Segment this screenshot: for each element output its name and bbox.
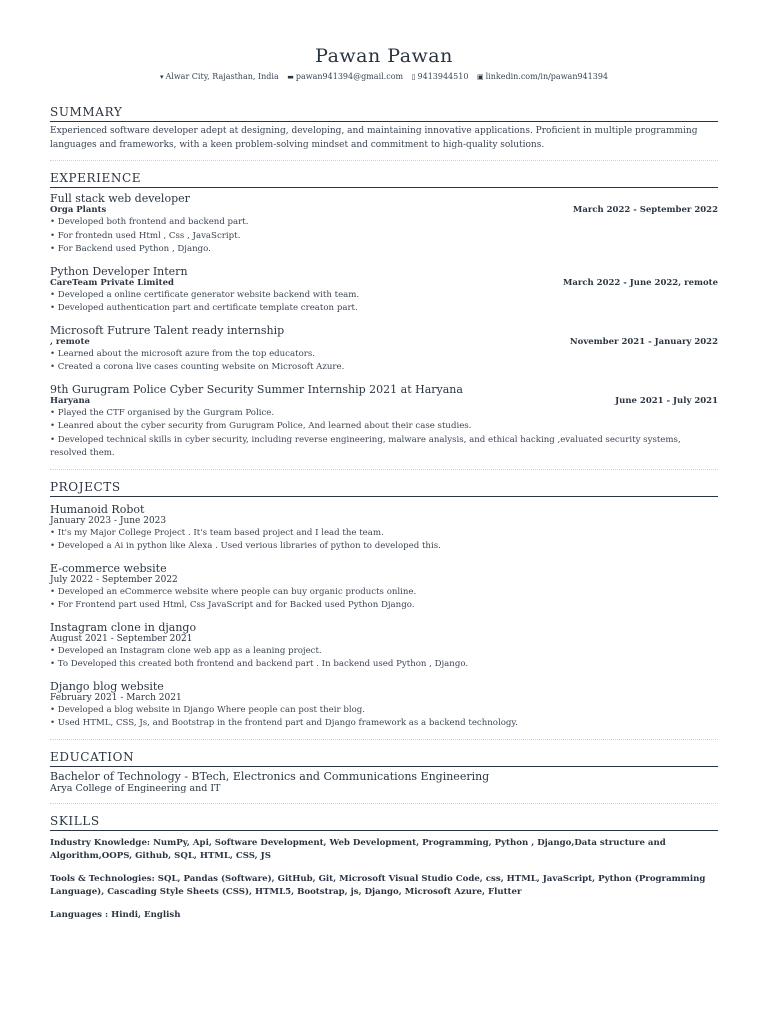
job-dates: March 2022 - September 2022 (572, 205, 718, 215)
job-title: 9th Gurugram Police Cyber Security Summer Internship 2021 at Haryana (50, 382, 463, 396)
location-pin-icon: ▾ (159, 73, 164, 81)
contact-linkedin[interactable] (477, 71, 608, 83)
project-bullet: • Developed an Instagram clone web app as a leaning project. (50, 645, 322, 656)
degree-title: Bachelor of Technology - BTech, Electronics and Communications Engineering (50, 769, 490, 783)
project-name: Instagram clone in django (50, 620, 197, 634)
section-heading-experience: EXPERIENCE (50, 171, 718, 188)
phone-icon: ▯ (411, 73, 416, 81)
project-bullet: • For Frontend part used Html, Css JavaScript and for Backed used Python Django. (50, 600, 415, 610)
job-meta (50, 396, 718, 407)
job-bullet: • Leanred about the cyber security from Gurugram Police, And learned about their case studies. (50, 421, 472, 431)
email-text[interactable]: pawan941394@gmail.com (295, 72, 404, 81)
job-bullet: • Developed authentication part and certificate template creaton part. (50, 303, 358, 313)
project-entry (50, 621, 718, 672)
project-entry (50, 680, 718, 731)
section-divider (50, 469, 718, 470)
experience-list (50, 192, 718, 461)
job-bullet: • For frontedn used Html , Css , JavaScript. (50, 230, 241, 241)
project-entry (50, 503, 718, 554)
company-name: CareTeam Private Limited (50, 277, 174, 288)
section-divider (50, 803, 718, 804)
job-title: Microsoft Futrure Talent ready internship (50, 323, 285, 337)
summary-section (50, 105, 718, 161)
job-bullet: • Developed both frontend and backend part. (50, 217, 249, 227)
skills-languages: Languages : Hindi, English (50, 909, 181, 920)
location-text: Alwar City, Rajasthan, India (165, 72, 279, 81)
project-dates: August 2021 - September 2021 (50, 633, 193, 644)
job-title: Full stack web developer (50, 192, 190, 205)
section-heading-projects: PROJECTS (50, 480, 718, 497)
linkedin-icon: ▣ (476, 73, 484, 81)
project-dates: January 2023 - June 2023 (50, 515, 167, 526)
project-bullet: • Developed a Ai in python like Alexa . Used verious libraries of python to developed this. (50, 541, 441, 551)
job-bullet: • Played the CTF organised by the Gurgram Police. (50, 407, 275, 418)
education-section (50, 750, 718, 804)
project-name: E-commerce website (50, 561, 167, 575)
job-bullet: • Developed technical skills in cyber security, including reverse engineering, malware analysis, and ethical hacking ,evaluated security systems, resolved them. (50, 434, 681, 458)
resume-page (50, 44, 718, 922)
job-meta (50, 205, 718, 216)
section-divider (50, 739, 718, 740)
skills-industry-knowledge: Industry Knowledge: NumPy, Api, Software Development, Web Development, Programming, Python , Django,Data structure and Algorithm,OOPS, Github, SQL, HTML, CSS, JS (50, 837, 666, 861)
job-bullet: • Developed a online certificate generator website backend with team. (50, 289, 360, 300)
phone-text[interactable]: 9413944510 (417, 72, 469, 81)
job-bullet: • For Backend used Python , Django. (50, 244, 211, 254)
contact-line (50, 71, 718, 83)
project-bullet: • Developed an eCommerce website where people can buy organic products online. (50, 586, 417, 597)
summary-text: Experienced software developer adept at designing, developing, and maintaining innovative applications. Proficient in multiple programming languages and frameworks, with a keen problem-solving mindset and commitment to high-quality solutions. (50, 126, 698, 150)
contact-phone[interactable] (412, 71, 469, 83)
section-heading-skills: SKILLS (50, 814, 718, 831)
project-bullet: • Developed a blog website in Django Where people can post their blog. (50, 704, 365, 715)
project-bullet: • Used HTML, CSS, Js, and Bootstrap in the frontend part and Django framework as a backend technology. (50, 718, 518, 728)
project-dates: February 2021 - March 2021 (50, 692, 182, 703)
job-meta (50, 337, 718, 348)
job-dates: June 2021 - July 2021 (615, 395, 718, 406)
projects-section (50, 480, 718, 740)
project-bullet: • To Developed this created both frontend and backend part . In backend used Python , Django. (50, 659, 469, 669)
project-name: Humanoid Robot (50, 502, 145, 516)
job-dates: November 2021 - January 2022 (569, 336, 718, 347)
job-bullet: • Created a corona live cases counting website on Microsoft Azure. (50, 362, 345, 372)
experience-section (50, 171, 718, 470)
company-name: Orga Plants (50, 205, 107, 215)
project-entry (50, 562, 718, 613)
job-dates: March 2022 - June 2022, remote (562, 277, 718, 288)
company-name: , remote (50, 336, 90, 347)
skills-tools-technologies: Tools & Technologies: SQL, Pandas (Software), GitHub, Git, Microsoft Visual Studio Code, css, HTML, JavaScript, Python (Programming Language), Cascading Style Sheets (CSS), HTML5, Bootstrap, js, Django, Microsoft Azure, Flutter (50, 873, 706, 897)
project-bullet: • It's my Major College Project . It's team based project and I lead the team. (50, 527, 384, 538)
section-heading-summary: SUMMARY (50, 105, 718, 122)
job-bullet: • Learned about the microsoft azure from the top educators. (50, 348, 316, 359)
experience-entry (50, 324, 718, 375)
experience-entry (50, 383, 718, 461)
company-name: Haryana (50, 395, 91, 406)
project-dates: July 2022 - September 2022 (50, 574, 178, 585)
linkedin-text[interactable]: linkedin.com/in/pawan941394 (485, 72, 609, 81)
section-heading-education: EDUCATION (50, 750, 718, 767)
job-title: Python Developer Intern (50, 264, 188, 278)
experience-entry (50, 192, 718, 257)
candidate-name: Pawan Pawan (315, 45, 453, 67)
project-name: Django blog website (50, 679, 164, 693)
job-meta (50, 278, 718, 289)
contact-location (160, 71, 279, 83)
skills-section (50, 814, 718, 923)
section-divider (50, 160, 718, 161)
envelope-icon: ▬ (287, 73, 294, 81)
contact-email[interactable] (287, 71, 403, 83)
school-name: Arya College of Engineering and IT (50, 782, 221, 794)
experience-entry (50, 265, 718, 316)
